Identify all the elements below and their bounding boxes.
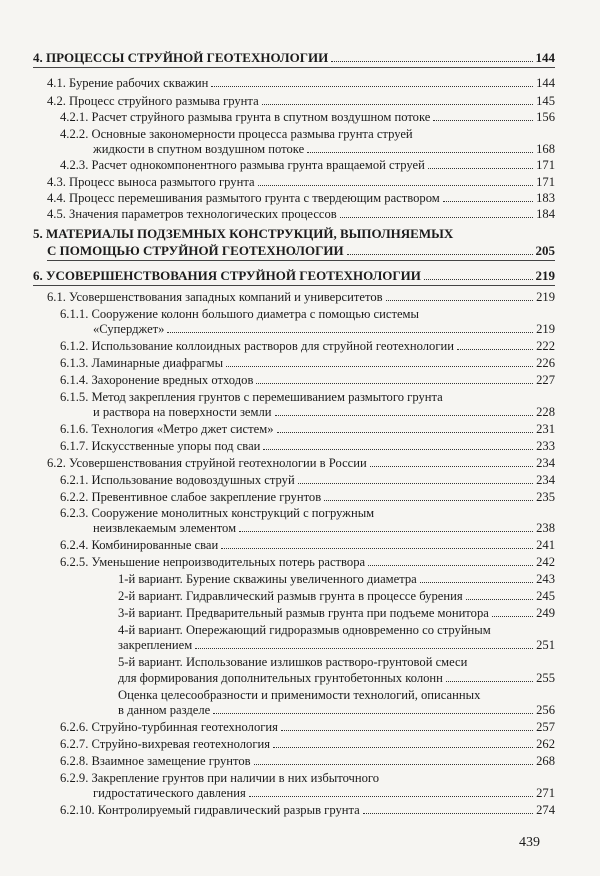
toc-entry [60,473,555,488]
toc-entry [60,110,555,125]
toc-entry [60,490,555,505]
dot-leader [226,366,533,367]
dot-leader [370,466,533,467]
toc-entry [60,720,555,735]
toc-entry-title: 6.2.6. Струйно-турбинная геотехнология [60,720,278,734]
toc-entry [60,373,555,388]
toc-entry [60,506,555,521]
toc-entry-page: 255 [536,671,555,685]
toc-entry-title: 6.1.4. Захоронение вредных отходов [60,373,254,387]
dot-leader [446,681,533,682]
dot-leader [420,582,533,583]
toc-entry-title: 6.1.3. Ламинарные диафрагмы [60,356,224,370]
toc-entry-title: неизвлекаемым элементом [93,521,237,535]
toc-entry-title: 4.2. Процесс струйного размыва грунта [47,94,259,108]
toc-entry-page: 219 [535,268,555,283]
toc-entry-title: 1-й вариант. Бурение скважины увеличенного диаметра [118,572,417,586]
dot-leader [213,713,533,714]
toc-entry-title: 6.2.2. Превентивное слабое закрепление грунтов [60,490,322,504]
toc-entry [33,268,555,283]
toc-entry-title: 6.1.2. Использование коллоидных растворов для струйной геотехнологии [60,339,454,353]
toc-entry [60,803,555,818]
toc-entry-page: 251 [536,638,555,652]
toc-entry [47,290,555,305]
toc-entry-title: 2-й вариант. Гидравлический размыв грунта в процессе бурения [118,589,463,603]
toc-entry-title: 4.2.2. Основные закономерности процесса размыва грунта струей [60,127,413,141]
toc-entry [118,638,555,653]
toc-entry [93,405,555,420]
toc-entry-page: 219 [536,322,555,336]
toc-entry-page: 156 [536,110,555,124]
dot-leader [273,747,533,748]
toc-entry-title: жидкости в спутном воздушном потоке [93,142,305,156]
toc-entry [93,142,555,157]
toc-entry-page: 233 [536,439,555,453]
toc-entry-page: 171 [536,175,555,189]
toc-entry-page: 243 [536,572,555,586]
toc-entry-title: 6.2.3. Сооружение монолитных конструкций с погружным [60,506,375,520]
toc-entry-page: 235 [536,490,555,504]
toc-entry-page: 234 [536,473,555,487]
dot-leader [307,152,533,153]
toc-entry-page: 168 [536,142,555,156]
toc-entry-page: 183 [536,191,555,205]
toc-entry [47,94,555,109]
toc-entry [47,175,555,190]
toc-entry [33,50,555,65]
toc-entry-title: гидростатического давления [93,786,246,800]
toc-entry-title: 6.2. Усовершенствования струйной геотехнологии в России [47,456,367,470]
toc-entry [93,521,555,536]
dot-leader [195,648,533,649]
heading-underline [33,285,555,286]
toc-entry-page: 274 [536,803,555,817]
toc-entry-title: 6.2.4. Комбинированные сваи [60,538,219,552]
toc-entry-page: 227 [536,373,555,387]
dot-leader [239,531,533,532]
toc-entry-title: 4. ПРОЦЕССЫ СТРУЙНОЙ ГЕОТЕХНОЛОГИИ [33,50,329,65]
toc-entry [118,572,555,587]
toc-entry-page: 234 [536,456,555,470]
dot-leader [443,201,533,202]
toc-entry [93,786,555,801]
toc-entry [47,243,555,258]
dot-leader [433,120,533,121]
toc-entry [118,671,555,686]
toc-entry [118,589,555,604]
toc-entry-page: 222 [536,339,555,353]
toc-entry [60,390,555,405]
toc-entry-page: 219 [536,290,555,304]
toc-entry [118,703,555,718]
dot-leader [340,217,533,218]
toc-entry-title: 4.3. Процесс выноса размытого грунта [47,175,255,189]
toc-entry [60,339,555,354]
toc-entry [60,158,555,173]
toc-entry-page: 171 [536,158,555,172]
toc-entry-page: 231 [536,422,555,436]
toc-entry-title: Оценка целесообразности и применимости технологий, описанных [118,688,481,702]
page-number: 439 [519,835,540,850]
toc-entry [47,76,555,91]
toc-entry [118,623,555,638]
dot-leader [281,730,533,731]
toc-entry-title: 6.2.7. Струйно-вихревая геотехнология [60,737,271,751]
toc-entry-title: закреплением [118,638,193,652]
dot-leader [324,500,533,501]
toc-entry [33,226,555,241]
toc-entry-page: 226 [536,356,555,370]
toc-entry [118,688,555,703]
toc-entry-title: 6.2.9. Закрепление грунтов при наличии в них избыточного [60,771,380,785]
dot-leader [386,300,534,301]
dot-leader [258,185,534,186]
toc-entry-title: 6.1.1. Сооружение колонн большого диаметра с помощью системы [60,307,419,321]
dot-leader [249,796,533,797]
toc-entry-title: 4.1. Бурение рабочих скважин [47,76,209,90]
toc-entry-title: 6.1.6. Технология «Метро джет систем» [60,422,274,436]
toc-entry-title: 4.2.1. Расчет струйного размыва грунта в спутном воздушном потоке [60,110,431,124]
toc-entry-page: 228 [536,405,555,419]
toc-entry [60,737,555,752]
toc-entry [60,754,555,769]
toc-entry [93,322,555,337]
toc-entry-title: «Суперджет» [93,322,165,336]
toc-entry [60,127,555,142]
toc-entry-page: 144 [536,76,555,90]
toc-entry [60,356,555,371]
dot-leader [211,86,533,87]
toc-entry-page: 268 [536,754,555,768]
toc-entry [60,555,555,570]
toc-entry [60,439,555,454]
dot-leader [492,616,533,617]
dot-leader [256,383,533,384]
toc-entry-title: 6.1.7. Искусственные упоры под сваи [60,439,261,453]
dot-leader [457,349,533,350]
dot-leader [363,813,533,814]
dot-leader [347,254,533,255]
dot-leader [275,415,534,416]
toc-entry-page: 257 [536,720,555,734]
dot-leader [254,764,533,765]
heading-underline [33,67,555,68]
toc-entry-title: 6. УСОВЕРШЕНСТВОВАНИЯ СТРУЙНОЙ ГЕОТЕХНОЛОГИИ [33,268,421,283]
dot-leader [428,168,533,169]
toc-entry-title: 6.2.1. Использование водовоздушных струй [60,473,295,487]
dot-leader [263,449,533,450]
toc-entry-title: 5-й вариант. Использование излишков растворо-грунтовой смеси [118,655,468,669]
toc-entry-title: 4.5. Значения параметров технологических процессов [47,207,337,221]
toc-entry-page: 262 [536,737,555,751]
toc-entry-page: 271 [536,786,555,800]
toc-entry-title: 6.2.5. Уменьшение непроизводительных потерь раствора [60,555,366,569]
dot-leader [368,565,533,566]
dot-leader [221,548,533,549]
toc-entry [60,538,555,553]
toc-entry [47,456,555,471]
toc-entry-page: 145 [536,94,555,108]
toc-entry-title: 6.2.8. Взаимное замещение грунтов [60,754,251,768]
dot-leader [277,432,534,433]
toc-entry [47,207,555,222]
toc-entry [60,307,555,322]
toc-entry-title: 3-й вариант. Предварительный размыв грунта при подъеме монитора [118,606,489,620]
dot-leader [424,279,533,280]
toc-entry-page: 205 [535,243,555,258]
toc-entry-title: 6.1.5. Метод закрепления грунтов с перемешиванием размытого грунта [60,390,443,404]
toc-entry-page: 184 [536,207,555,221]
toc-entry-title: для формирования дополнительных грунтобетонных колонн [118,671,443,685]
toc-entry-title: в данном разделе [118,703,211,717]
toc-entry [60,422,555,437]
toc-entry-title: 4.4. Процесс перемешивания размытого грунта с твердеющим раствором [47,191,440,205]
toc-entry [47,191,555,206]
toc-entry-title: 4.2.3. Расчет однокомпонентного размыва грунта вращаемой струей [60,158,425,172]
toc-entry-page: 249 [536,606,555,620]
toc-entry-page: 238 [536,521,555,535]
toc-entry-page: 242 [536,555,555,569]
toc-entry-title: и раствора на поверхности земли [93,405,272,419]
toc-entry-title: С ПОМОЩЬЮ СТРУЙНОЙ ГЕОТЕХНОЛОГИИ [47,243,344,258]
toc-entry-page: 241 [536,538,555,552]
toc-entry-title: 6.1. Усовершенствования западных компаний и университетов [47,290,383,304]
toc-entry-title: 4-й вариант. Опережающий гидроразмыв одновременно со струйным [118,623,491,637]
dot-leader [331,61,532,62]
toc-entry [60,771,555,786]
toc-entry-page: 245 [536,589,555,603]
toc-entry-page: 256 [536,703,555,717]
heading-underline [47,260,555,261]
dot-leader [167,332,533,333]
dot-leader [298,483,533,484]
toc-entry [118,606,555,621]
dot-leader [466,599,533,600]
dot-leader [262,104,533,105]
toc-entry-title: 6.2.10. Контролируемый гидравлический разрыв грунта [60,803,360,817]
toc-entry-page: 144 [535,50,555,65]
toc-entry-title: 5. МАТЕРИАЛЫ ПОДЗЕМНЫХ КОНСТРУКЦИЙ, ВЫПОЛНЯЕМЫХ [33,226,454,241]
toc-entry [118,655,555,670]
